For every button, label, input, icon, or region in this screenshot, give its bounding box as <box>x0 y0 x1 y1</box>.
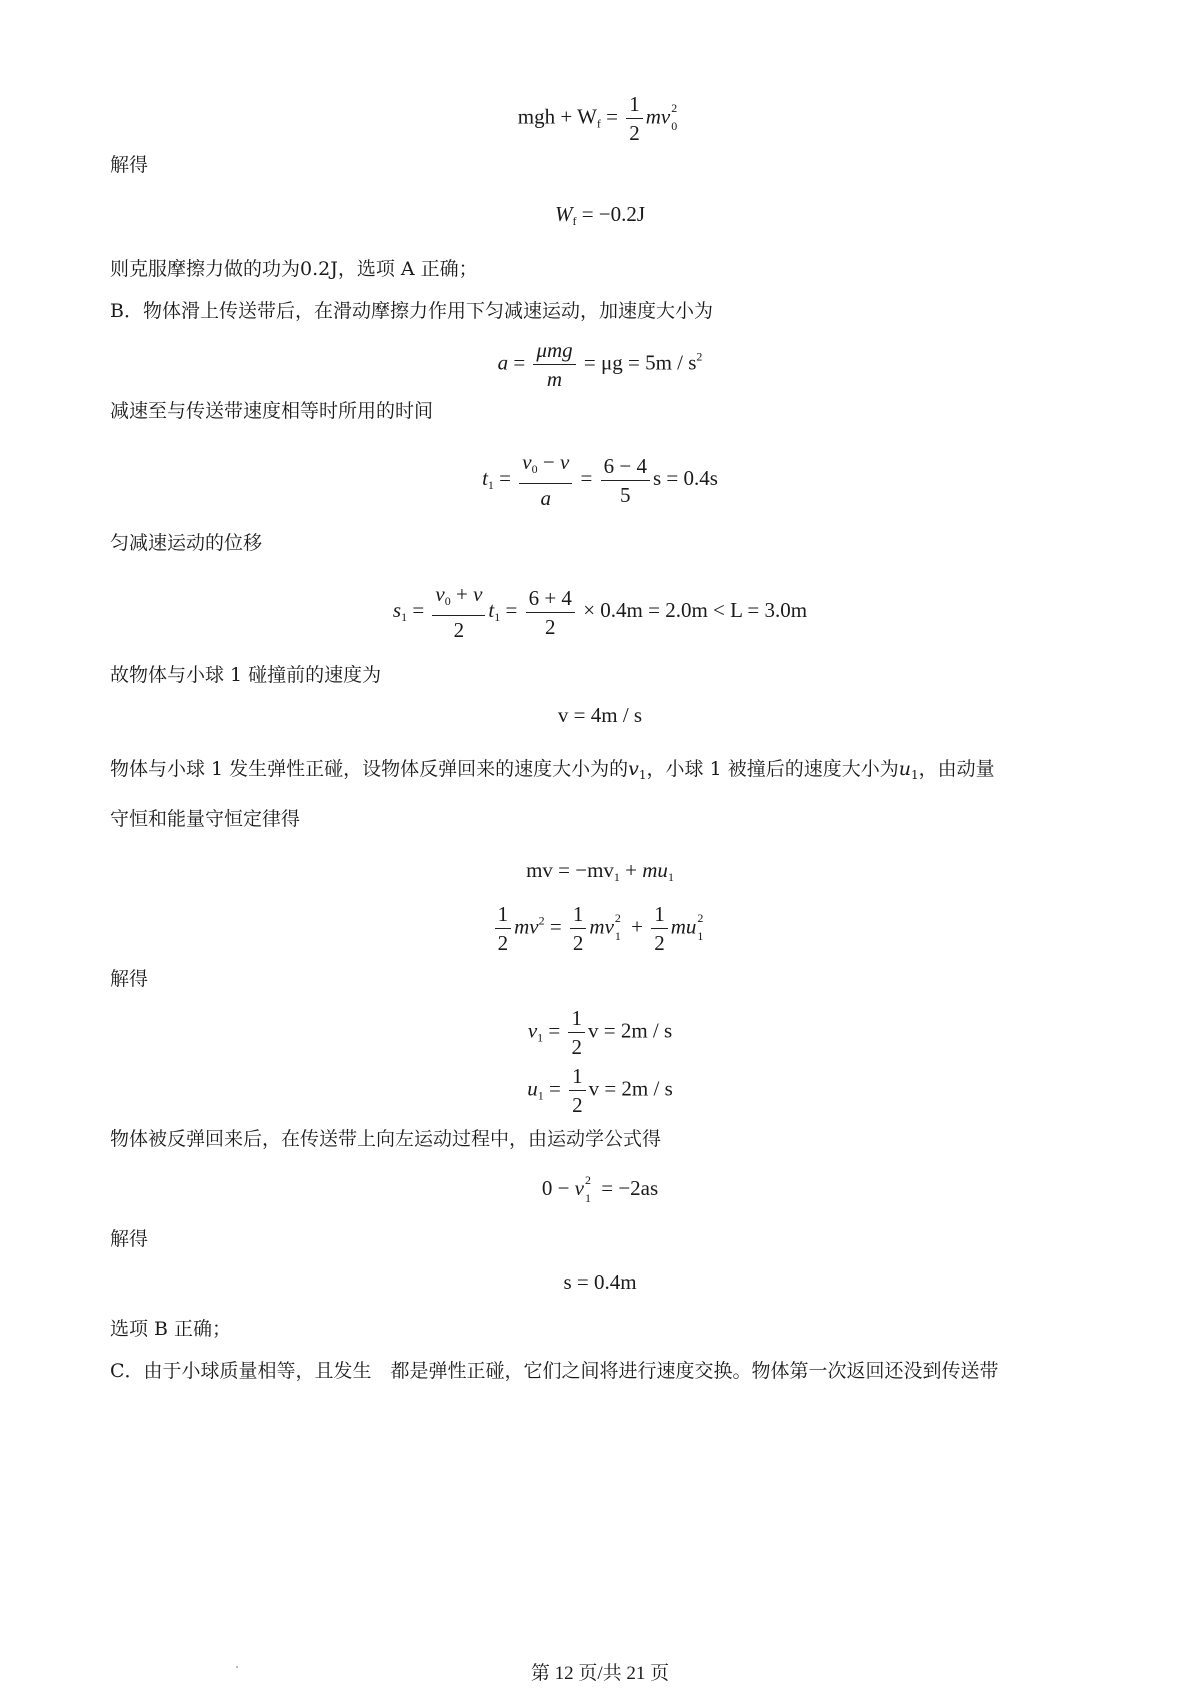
eq6: v = 4m / s <box>557 703 643 727</box>
text-wf-answer: 则克服摩擦力做的功为0.2J，选项 A 正确； <box>110 258 478 280</box>
eq5-rhs: × 0.4m = 2.0m < L = 3.0m <box>577 597 808 622</box>
eq2-w: W <box>554 202 573 226</box>
text-collision: 物体与小球 1 发生弹性正碰，设物体反弹回来的速度大小为的$v_1$，小球 1 被撞后的速度大小为$u_1$，由动量 <box>110 758 995 782</box>
text-speed-before: 故物体与小球 1 碰撞前的速度为 <box>110 664 382 686</box>
equation-v1: $v_1$ = $\frac{1}{2}$ v = 2m / s <box>527 1006 673 1059</box>
text-conservation: 守恒和能量守恒定律得 <box>110 808 301 830</box>
eq1-lhs: mgh + W <box>517 104 597 129</box>
collision-part-b: ，小球 1 被撞后的速度大小为 <box>646 758 899 780</box>
text-jiede-1: 解得 <box>110 154 149 176</box>
text-jiede-2: 解得 <box>110 968 149 990</box>
equation-acceleration: a = $\frac{\text{μmg}}{m}$ = $\mu g = 5m / s^2$ <box>497 338 703 391</box>
equation-energy: mgh + $W_f$ = $\frac{1}{2}$ mv 2 0 <box>517 92 678 145</box>
text-option-b-correct: 选项 B 正确； <box>110 1318 232 1340</box>
eq12-rhs: = −2as <box>595 1176 659 1200</box>
equation-distance <box>0 1270 1200 1295</box>
eq4-rhs: s = 0.4s <box>652 465 718 490</box>
equation-kinematics: 0 − v 2 1 = −2as <box>541 1173 659 1205</box>
eq2-rhs: = −0.2J <box>576 202 646 226</box>
collision-part-a: 物体与小球 1 发生弹性正碰，设物体反弹回来的速度大小为的 <box>110 758 629 780</box>
text-jiede-3: 解得 <box>110 1228 149 1250</box>
text-option-b-intro: B．物体滑上传送带后，在滑动摩擦力作用下匀减速运动，加速度大小为 <box>110 300 713 322</box>
text-displacement: 匀减速运动的位移 <box>110 532 263 554</box>
collision-part-c: ，由动量 <box>918 758 995 780</box>
equation-displacement: $s_1$ = $\frac{v_0 + v}{2}$ $t_1$ = $\frac{6 + 4}{2}$ × 0.4m = 2.0m < L = 3.0m <box>392 582 808 642</box>
equation-momentum: mv = $-mv_1 + mu_1$ <box>526 858 674 884</box>
eq13: s = 0.4m <box>563 1270 637 1294</box>
equation-kinetic-energy: $\frac{1}{2}$ $mv^2$ = $\frac{1}{2}$ mv 2 1 + $\frac{1}{2}$ mu 2 1 <box>0 900 1200 957</box>
equation-time: $t_1$ = $\frac{v_0 - v}{a}$ = $\frac{6 - 4}{5}$ s = 0.4s <box>482 450 718 510</box>
text-rebound: 物体被反弹回来后，在传送带上向左运动过程中，由运动学公式得 <box>110 1128 662 1150</box>
eq7: mv = −mv <box>526 858 614 882</box>
eq11-rhs: v = 2m / s <box>588 1076 673 1101</box>
equation-u1: $u_1$ = $\frac{1}{2}$ v = 2m / s <box>527 1064 673 1117</box>
equation-wf: $W_f = -0.2J$ <box>554 202 646 228</box>
eq3-rhs: = μg = 5m / s <box>578 350 697 375</box>
text-decel-time: 减速至与传送带速度相等时所用的时间 <box>110 400 434 422</box>
eq10-rhs: v = 2m / s <box>587 1018 673 1043</box>
equation-speed <box>0 703 1200 728</box>
page-footer: 第 12 页/共 21 页 <box>530 1663 670 1684</box>
text-option-c-intro: C．由于小球质量相等，且发生 都是弹性正碰，它们之间将进行速度交换。物体第一次返回还没到传送带 <box>110 1360 999 1382</box>
